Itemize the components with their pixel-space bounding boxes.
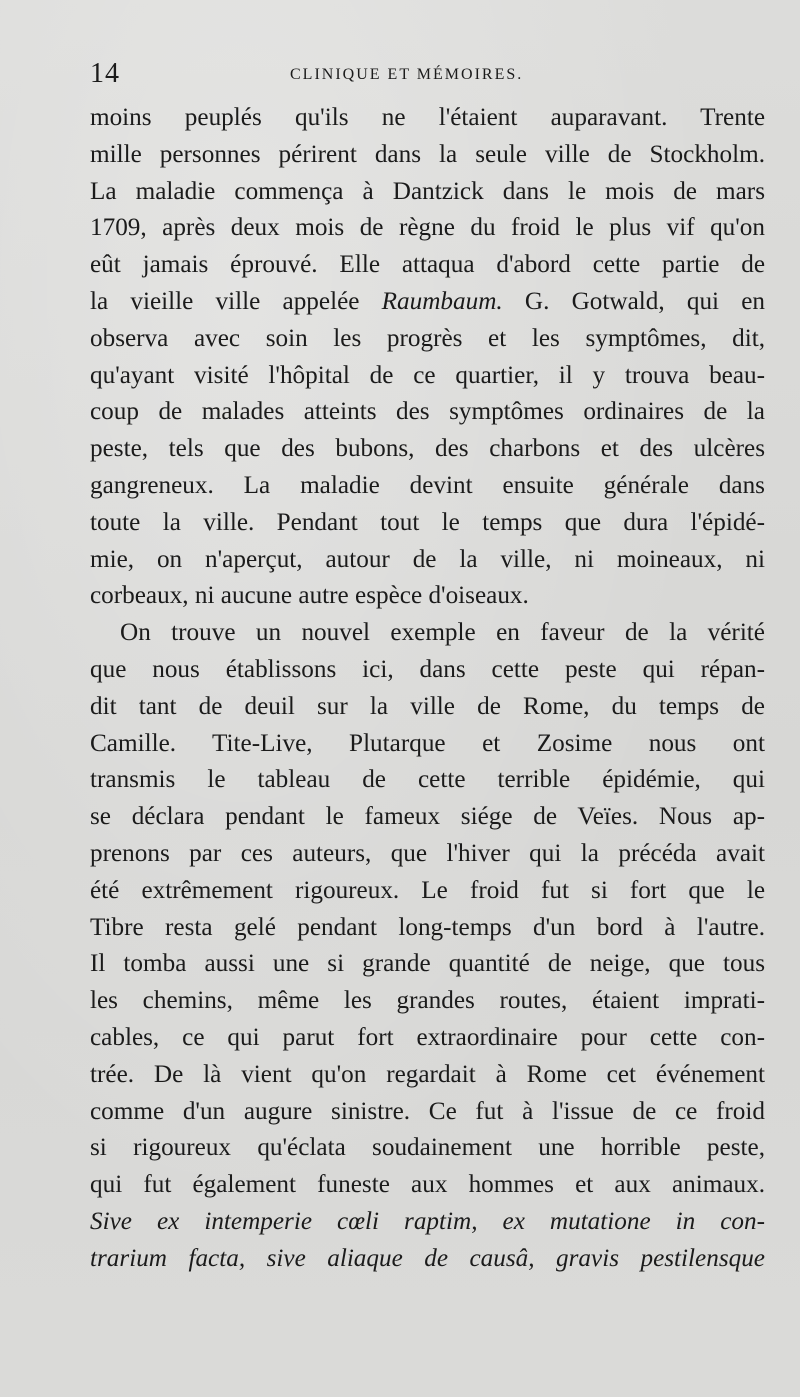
text-line-17: dit tant de deuil sur la ville de Rome, du temps de [90,692,765,720]
text-line-26: cables, ce qui parut fort extraordinaire pour cette con- [90,1023,765,1051]
text-line-29: si rigoureux qu'éclata soudainement une horrible peste, [90,1134,765,1162]
text-line-5: eût jamais éprouvé. Elle attaqua d'abord cette partie de [90,251,765,279]
running-head [90,58,770,92]
text-line-31: Sive ex intemperie cœli raptim, ex mutatione in con- [90,1207,765,1235]
text-line-19: transmis le tableau de cette terrible épidémie, qui [90,766,765,794]
text-line-3: La maladie commença à Dantzick dans le mois de mars [90,177,765,205]
body-text [90,100,765,1278]
text-line-9: coup de malades atteints des symptômes ordinaires de la [90,398,765,426]
text-line-16: que nous établissons ici, dans cette peste qui répan- [90,655,765,683]
text-line-21: prenons par ces auteurs, que l'hiver qui la précéda avait [90,839,765,867]
text-line-6-start: la vieille ville appelée [90,287,360,315]
text-line-24: Il tomba aussi une si grande quantité de neige, que tous [90,950,765,978]
italic-place-name: Raumbaum. [381,287,503,315]
text-line-12: toute la ville. Pendant tout le temps que dura l'épidé- [90,508,765,536]
text-line-14: corbeaux, ni aucune autre espèce d'oiseaux. [90,582,529,610]
text-line-18: Camille. Tite-Live, Plutarque et Zosime nous ont [90,729,765,757]
text-line-30: qui fut également funeste aux hommes et aux animaux. [90,1171,765,1199]
text-line-4: 1709, après deux mois de règne du froid le plus vif qu'on [90,214,765,242]
text-line-15: On trouve un nouvel exemple en faveur de la vérité [120,619,765,647]
text-line-32: trarium facta, sive aliaque de causâ, gravis pestilensque [90,1244,765,1272]
text-line-22: été extrêmement rigoureux. Le froid fut si fort que le [90,876,765,904]
text-line-11: gangreneux. La maladie devint ensuite générale dans [90,471,765,499]
text-line-23: Tibre resta gelé pendant long-temps d'un bord à l'autre. [90,913,765,941]
running-title: CLINIQUE ET MÉMOIRES. [290,66,524,83]
text-line-20: se déclara pendant le fameux siége de Veïes. Nous ap- [90,803,765,831]
text-line-8: qu'ayant visité l'hôpital de ce quartier, il y trouva beau- [90,361,765,389]
text-line-2: mille personnes périrent dans la seule ville de Stockholm. [90,140,765,168]
text-line-6 [90,284,765,321]
text-line-6-end: G. Gotwald, qui en [524,287,765,315]
text-line-7: observa avec soin les progrès et les symptômes, dit, [90,324,765,352]
text-line-27: trée. De là vient qu'on regardait à Rome cet événement [90,1060,765,1088]
page-number: 14 [90,58,120,89]
text-line-1: moins peuplés qu'ils ne l'étaient auparavant. Trente [90,104,765,131]
text-line-28: comme d'un augure sinistre. Ce fut à l'issue de ce froid [90,1097,765,1125]
text-line-10: peste, tels que des bubons, des charbons et des ulcères [90,435,765,463]
text-line-13: mie, on n'aperçut, autour de la ville, ni moineaux, ni [90,545,765,573]
text-line-25: les chemins, même les grandes routes, étaient imprati- [90,987,765,1015]
